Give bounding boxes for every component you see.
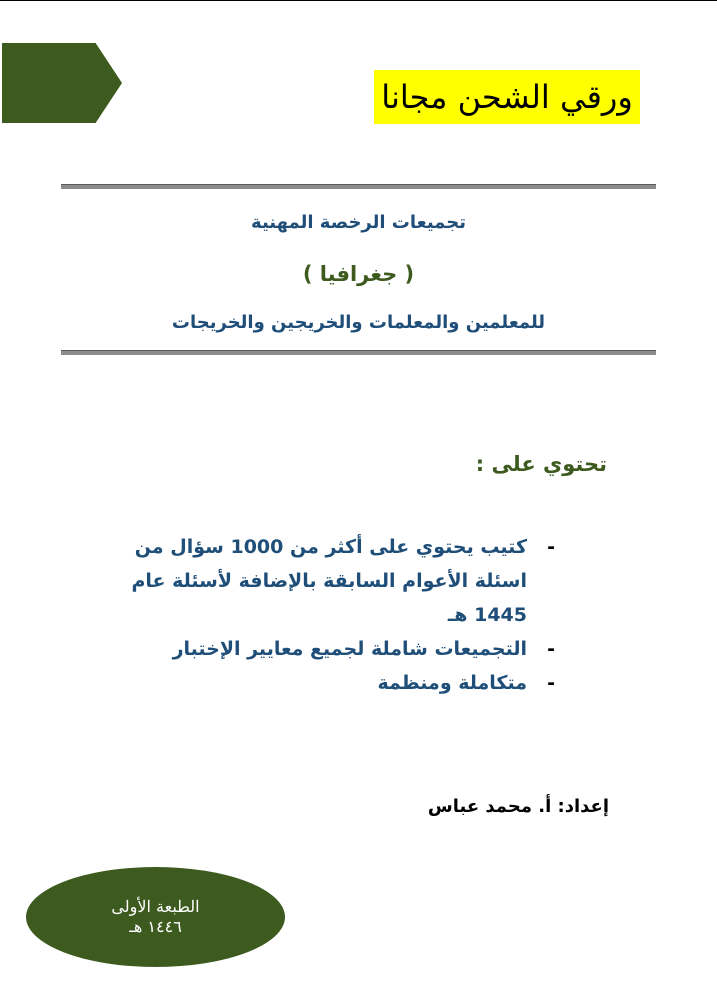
feature-text: متكاملة ومنظمة (377, 672, 527, 694)
title-audience: للمعلمين والمعلمات والخريجين والخريجات (171, 312, 546, 333)
features-list (107, 530, 555, 700)
title-line-1: تجميعات الرخصة المهنية (251, 212, 466, 233)
feature-text: التجميعات شاملة لجميع معايير الإختبار (172, 638, 527, 660)
top-border (0, 0, 717, 1)
list-item (107, 632, 555, 666)
bullet-dash: - (547, 638, 555, 660)
title-bottom-rule (61, 350, 656, 355)
contents-heading: تحتوي على : (475, 452, 607, 476)
author-credit: إعداد: أ. محمد عباس (427, 796, 609, 817)
title-top-rule (61, 184, 656, 189)
arrow-tab-shape (2, 43, 122, 123)
bullet-dash: - (547, 536, 555, 558)
free-shipping-text: ورقي الشحن مجانا (381, 78, 633, 116)
list-item (107, 530, 555, 632)
title-subject: ( جغرافيا ) (302, 262, 415, 286)
feature-text: كتيب يحتوي على أكثر من 1000 سؤال من اسئلة الأعوام السابقة بالإضافة لأسئلة عام 1445 هـ (131, 536, 527, 626)
free-shipping-banner (374, 70, 640, 124)
edition-year: ١٤٤٦ هـ (129, 917, 182, 936)
bullet-dash: - (547, 672, 555, 694)
edition-badge (26, 867, 285, 967)
edition-label: الطبعة الأولى (111, 897, 200, 916)
list-item (107, 666, 555, 700)
